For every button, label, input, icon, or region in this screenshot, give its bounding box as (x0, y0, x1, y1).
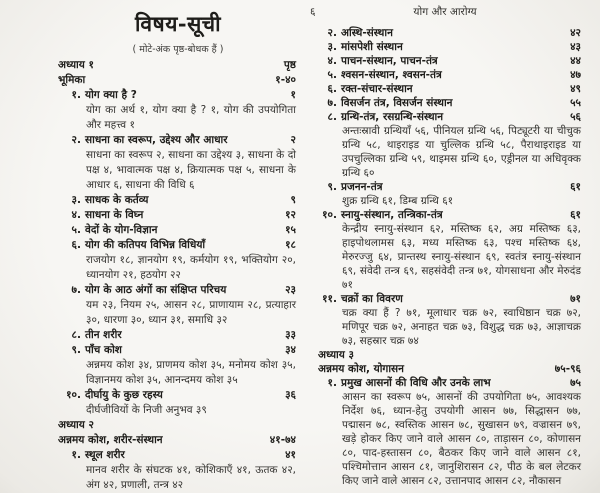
chapter-heading: अध्याय ३ (318, 349, 354, 361)
item-number: ६. (71, 239, 81, 251)
toc-item-row (318, 96, 581, 110)
item-number: ५. (327, 69, 337, 81)
item-page: ४९ (570, 83, 581, 95)
section-title: भूमिका (58, 74, 86, 86)
item-subentries: यम २३, नियम २५, आसन २८, प्राणायाम २८, प्रत्याहार ३०, धारणा ३०, ध्यान ३१, समाधि ३२ (86, 299, 296, 326)
toc-item-row (58, 88, 296, 103)
item-page: ६१ (570, 181, 581, 193)
item-number: १०. (322, 209, 337, 221)
item-page: ७५ (570, 377, 581, 389)
item-subentries: योग का अर्थ १, योग क्या है ? १, योग की उपयोगिता और महत्त्व १ (86, 104, 296, 131)
item-title: दीर्घायु के कुछ रहस्य (85, 389, 163, 401)
toc-item-row (58, 193, 296, 208)
section-title: अन्नमय कोश, शरीर-संस्थान (58, 434, 163, 446)
toc-item-row (58, 343, 296, 358)
item-number: १. (71, 89, 81, 101)
item-title: स्थूल शरीर (85, 449, 125, 461)
item-subentries: मानव शरीर के संघटक ४१, कोशिकाएँ ४१, ऊतक ४२, अंग ४२, प्रणाली, तन्त्र ४२ (86, 464, 296, 491)
item-number: २. (327, 27, 337, 39)
toc-item-row (318, 208, 581, 222)
toc-header (58, 10, 298, 55)
item-number: ३. (327, 41, 337, 53)
item-number: १०. (66, 389, 81, 401)
item-page: ३६ (285, 389, 296, 401)
item-title: साधना का स्वरूप, उद्देश्य और आधार (85, 134, 228, 146)
item-title: वेदों के योग-विज्ञान (85, 224, 158, 236)
item-number: १. (327, 377, 337, 389)
item-subentries: आसन का स्वरूप ७५, आसनों की उपयोगिता ७५, आवश्यक निर्देश ७६, ध्यान-हेतु उपयोगी आसन ७७, सिद्धासन ७७, पद्मासन ७८, स्वस्तिक आसन ७८, सुखासन ७९, वज्रासन ७९, खड़े होकर किए जाने वाले आसन ८०, ताड़ासन ८०, कोणासन ८०, पाद-हस्तासन ८०, बैठकर किए जाने वाले आसन ८१, पश्चिमोत्तान आसन ८१, जानुशिरासन ८२, पीठ के बल लेटकर किए जाने वाले आसन ८२, उत्तानपाद आसन ८२, नौकासन (342, 391, 581, 487)
toc-item-row (318, 292, 581, 306)
section-row (58, 433, 296, 448)
item-page: ५६ (570, 111, 581, 123)
item-subentries: अन्नमय कोश ३४, प्राणमय कोश ३५, मनोमय कोश ३५, विज्ञानमय कोश ३५, आनन्दमय कोश ३५ (86, 359, 296, 386)
item-title: विसर्जन तंत्र, विसर्जन संस्थान (341, 97, 453, 109)
item-title: योग के आठ अंगों का संक्षिप्त परिचय (85, 284, 227, 296)
item-page: ४४ (570, 55, 581, 67)
toc-item-row (318, 376, 581, 390)
item-page: १५ (285, 224, 296, 236)
item-number: ५. (71, 224, 81, 236)
item-subentries: दीर्घजीवियों के निजी अनुभव ३९ (86, 404, 207, 416)
item-page: ४३ (570, 41, 581, 53)
item-number: ८. (71, 329, 81, 341)
toc-left-column (58, 58, 296, 493)
item-number: १. (71, 449, 81, 461)
item-page: ४२ (570, 27, 581, 39)
section-page: ४१-७४ (269, 434, 296, 446)
toc-item-row (318, 68, 581, 82)
item-page: ४७ (570, 69, 581, 81)
chapter-heading: अध्याय २ (58, 419, 94, 431)
running-page-number: ६ (310, 6, 316, 18)
item-page: ४१ (285, 449, 296, 461)
toc-item-row (318, 54, 581, 68)
item-page: ३३ (285, 329, 296, 341)
item-number: २. (71, 134, 81, 146)
item-number: ४. (327, 55, 337, 67)
item-page: ३४ (285, 344, 296, 356)
running-header (306, 4, 584, 20)
item-number: ७. (71, 284, 81, 296)
toc-right-column (318, 26, 581, 488)
toc-subtitle-note: ( मोटे-अंक पृष्ठ-बोधक हैं ) (132, 44, 224, 55)
item-title: अस्थि-संस्थान (341, 27, 393, 39)
item-page: ६१ (570, 209, 581, 221)
section-title: अन्नमय कोश, योगासन (318, 363, 404, 375)
item-title: साधना के विघ्न (85, 209, 144, 221)
item-page: २३ (285, 284, 296, 296)
item-number: ४. (71, 209, 81, 221)
item-title: पाचन-संस्थान, पाचन-तंत्र (341, 55, 438, 67)
toc-item-row (58, 223, 296, 238)
toc-item-row (58, 238, 296, 253)
section-page: ७५-९६ (554, 363, 581, 375)
page-column-label: पृष्ठ (283, 59, 296, 71)
item-title: श्वसन-संस्थान, श्वसन-तंत्र (341, 69, 442, 81)
item-title: पाँच कोश (85, 344, 122, 356)
item-title: स्नायु-संस्थान, तन्त्रिका-तंत्र (341, 209, 443, 221)
item-title: ग्रन्थि-तंत्र, रसग्रन्थि-संस्थान (341, 111, 444, 123)
item-number: ९. (327, 181, 337, 193)
item-page: २ (290, 134, 296, 146)
item-subentries: केन्द्रीय स्नायु-संस्थान ६२, मस्तिष्क ६२, अग्र मस्तिष्क ६३, हाइपोथलामस ६३, मध्य मस्तिष्क ६३, पश्च मस्तिष्क ६४, मेरुरज्जु ६४, प्रान्तस्थ स्नायु-संस्थान ६९, स्वतंत्र स्नायु-संस्थान ६९, संवेदी तन्त्र ६९, सहसंवेदी तन्त्र ७१, योगसाधना और मेरुदंड ७१ (342, 223, 581, 291)
item-title: रक्त-संचार-संस्थान (341, 83, 413, 95)
toc-item-row (58, 328, 296, 343)
item-title: साधक के कर्तव्य (85, 194, 149, 206)
running-book-title: योग और आरोग्य (413, 6, 477, 18)
item-title: मांसपेशी संस्थान (341, 41, 403, 53)
section-row (318, 362, 581, 376)
section-row (58, 73, 296, 88)
toc-item-row (318, 26, 581, 40)
toc-item-row (58, 388, 296, 403)
chapter-heading-row (58, 418, 296, 433)
item-title: चक्रों का विवरण (341, 293, 403, 305)
toc-item-row (318, 180, 581, 194)
toc-item-row (58, 448, 296, 463)
toc-item-row (58, 133, 296, 148)
item-title: योग क्या है ? (85, 89, 137, 101)
toc-item-row (318, 82, 581, 96)
toc-item-row (58, 283, 296, 298)
item-title: योग की कतिपय विभिन्न विधियाँ (85, 239, 206, 251)
item-number: ६. (327, 83, 337, 95)
page-title: विषय-सूची (134, 11, 222, 36)
item-number: ७. (327, 97, 337, 109)
item-page: ७१ (570, 293, 581, 305)
section-page: १-४० (275, 74, 296, 86)
toc-item-row (318, 40, 581, 54)
item-page: १ (290, 89, 296, 101)
item-title: तीन शरीर (85, 329, 122, 341)
item-number: ११. (322, 293, 337, 305)
item-number: ८. (327, 111, 337, 123)
item-subentries: राजयोग १८, ज्ञानयोग १९, कर्मयोग १९, भक्तियोग २०, ध्यानयोग २१, हठयोग २२ (86, 254, 296, 281)
chapter-heading-row (58, 58, 296, 73)
item-page: ५५ (570, 97, 581, 109)
chapter-heading-row (318, 348, 581, 362)
item-title: प्रजनन-तंत्र (341, 181, 383, 193)
item-subentries: शुक्र ग्रन्थि ६१, डिम्ब ग्रन्थि ६१ (342, 195, 454, 207)
item-subentries: साधना का स्वरूप २, साधना का उद्देश्य ३, साधना के दो पक्ष ४, भावात्मक पक्ष ४, क्रियात्मक पक्ष ५, साधना के आधार ६, साधना की विधि ६ (86, 149, 296, 191)
toc-item-row (58, 208, 296, 223)
item-title: प्रमुख आसनों की विधि और उनके लाभ (341, 377, 491, 389)
toc-item-row (318, 110, 581, 124)
item-page: १२ (285, 209, 296, 221)
item-page: ९ (290, 194, 296, 206)
item-subentries: अन्तःस्रावी ग्रन्थियाँ ५६, पीनियल ग्रन्थि ५६, पिट्यूटरी या चीचुक ग्रन्थि ५८, थाइराइड या चुल्लिक ग्रन्थि ५८, पैराथाइराइड या उपचुल्लिका ग्रन्थि ५९, थाइमस ग्रन्थि ६०, एड्रीनल या अधिवृक्क ग्रन्थि ६० (342, 125, 581, 179)
item-number: ३. (71, 194, 81, 206)
item-subentries: चक्र क्या हैं ? ७१, मूलाधार चक्र ७२, स्वाधिष्ठान चक्र ७२, मणिपूर चक्र ७२, अनाहत चक्र ७३, विशुद्ध चक्र ७३, आज्ञाचक्र ७३, सहस्रार चक्र ७४ (342, 307, 581, 347)
chapter-heading: अध्याय १ (58, 59, 94, 71)
item-page: १८ (285, 239, 296, 251)
item-number: ९. (71, 344, 81, 356)
